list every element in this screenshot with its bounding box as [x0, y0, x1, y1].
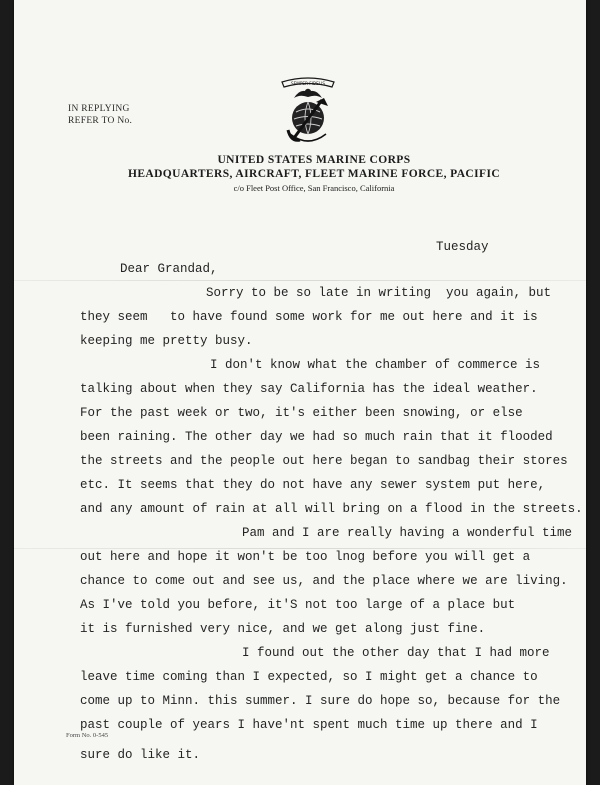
- letter-line: they seem to have found some work for me out here and it is: [80, 310, 538, 324]
- letter-line: sure do like it.: [80, 748, 201, 762]
- letter-salutation: Dear Grandad,: [120, 262, 218, 276]
- letter-line: past couple of years I have'nt spent much time up there and I: [80, 718, 538, 732]
- letter-line: out here and hope it won't be too lnog before you will get a: [80, 550, 531, 564]
- letter-line: leave time coming than I expected, so I might get a chance to: [80, 670, 538, 684]
- form-number: Form No. 0-545: [66, 732, 109, 739]
- org-name: UNITED STATES MARINE CORPS: [217, 154, 411, 166]
- letter-line: come up to Minn. this summer. I sure do hope so, because for the: [80, 694, 561, 708]
- fold-crease: [14, 280, 586, 281]
- refer-block: [68, 103, 132, 127]
- eagle-globe-anchor-emblem-icon: [276, 72, 340, 148]
- letter-line: I found out the other day that I had more: [242, 646, 550, 660]
- fold-crease: [14, 548, 586, 549]
- letter-line: been raining. The other day we had so much rain that it flooded: [80, 430, 553, 444]
- emblem-motto: SEMPER FIDELIS: [290, 81, 326, 86]
- letter-line: As I've told you before, it'S not too large of a place but: [80, 598, 516, 612]
- letter-line: the streets and the people out here began to sandbag their stores: [80, 454, 568, 468]
- letter-page: [14, 0, 586, 785]
- letter-line: talking about when they say California has the ideal weather.: [80, 382, 538, 396]
- org-address: c/o Fleet Post Office, San Francisco, California: [233, 183, 395, 193]
- letter-date: Tuesday: [436, 240, 489, 254]
- letter-line: chance to come out and see us, and the place where we are living.: [80, 574, 568, 588]
- refer-line: REFER TO No.: [68, 116, 133, 126]
- letter-line: For the past week or two, it's either been snowing, or else: [80, 406, 523, 420]
- letter-line: and any amount of rain at all will bring on a flood in the streets.: [80, 502, 583, 516]
- letter-line: Pam and I are really having a wonderful time: [242, 526, 573, 540]
- refer-line: IN REPLYING: [68, 104, 130, 114]
- letter-line: keeping me pretty busy.: [80, 334, 253, 348]
- org-headquarters: HEADQUARTERS, AIRCRAFT, FLEET MARINE FORCE, PACIFIC: [127, 168, 501, 180]
- letter-line: it is furnished very nice, and we get along just fine.: [80, 622, 486, 636]
- letter-line: I don't know what the chamber of commerce is: [210, 358, 541, 372]
- letter-line: Sorry to be so late in writing you again, but: [206, 286, 552, 300]
- letter-line: etc. It seems that they do not have any sewer system put here,: [80, 478, 546, 492]
